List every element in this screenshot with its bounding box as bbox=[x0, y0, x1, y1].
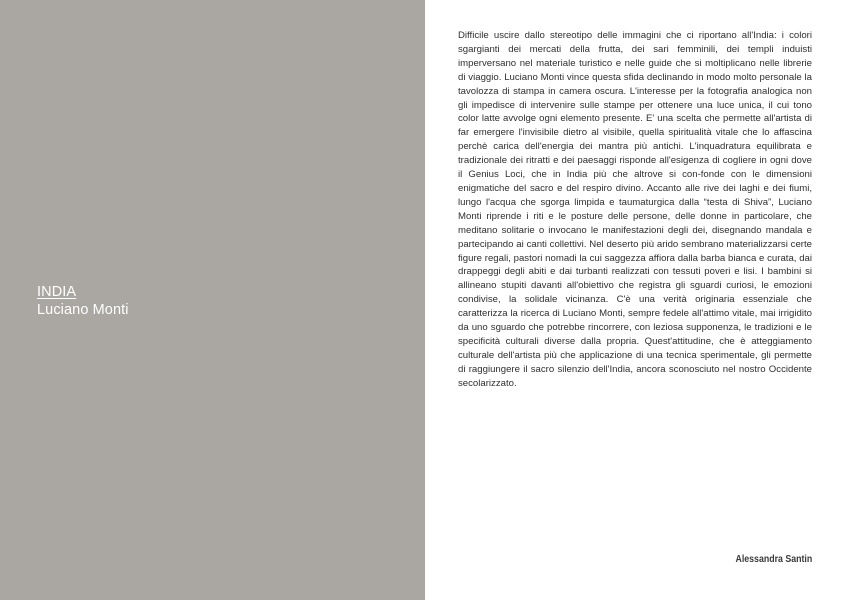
essay-text: Difficile uscire dallo stereotipo delle immagini che ci riportano all'India: i colori sgargianti dei mercati della frutta, dei sari femminili, dei templi induisti imperversano nel materiale turistico e nelle guide che si moltiplicano nelle librerie di viaggio. Luciano Monti vince questa sfida declinando in modo molto personale la tavolozza di stampa in camera oscura. L'interesse per la fotografia analogica non gli impedisce di intervenire sulle stampe per ottenere una luce unica, il cui tono color latte avvolge ogni elemento presente. E' una scelta che permette all'artista di far emergere l'invisibile dietro al visibile, quella spiritualità vitale che lo affascina perchè carica dell'energia dei mantra più antichi. L'inquadratura equilibrata e tradizionale dei ritratti e dei paesaggi risponde all'esigenza di cogliere in ogni dove il Genius Loci, che in India più che altrove si con-fonde con le dimensioni enigmatiche del sacro e del respiro divino. Accanto alle rive dei laghi e dei fiumi, lungo l'acqua che sgorga limpida e taumaturgica dalla “testa di Shiva”, Luciano Monti riprende i riti e le posture delle persone, delle donne in particolare, che meditano solitarie o invocano le manifestazioni degli dei, disegnando mandala e partecipando ai canti collettivi. Nel deserto più arido sembrano materializzarsi certe figure regali, pastori nomadi la cui saggezza affiora dalla barba bianca e curata, dai drappeggi degli abiti e dai turbanti realizzati con tessuti poveri e lisi. I bambini si allineano stupiti davanti all'obiettivo che registra gli sguardi curiosi, le emozioni condivise, la solidale vicinanza. C'è una verità originaria essenziale che caratterizza la ricerca di Luciano Monti, sempre fedele all'attimo vitale, mai irrigidito da uno sguardo che potrebbe rincorrere, con leziosa supponenza, le tradizioni e le specificità culturali diverse dalla propria. Quest'attitudine, che è atteggiamento culturale dell'artista più che applicazione di una tecnica sperimentale, gli permette di raggiungere il sacro silenzio dell'India, ancora sconosciuto nel nostro Occidente secolarizzato. bbox=[458, 30, 812, 389]
author-name: Alessandra Santin bbox=[735, 554, 812, 565]
title-block bbox=[37, 283, 129, 319]
page-title: INDIA bbox=[37, 284, 77, 300]
right-panel bbox=[425, 0, 849, 600]
artist-name: Luciano Monti bbox=[37, 302, 129, 318]
